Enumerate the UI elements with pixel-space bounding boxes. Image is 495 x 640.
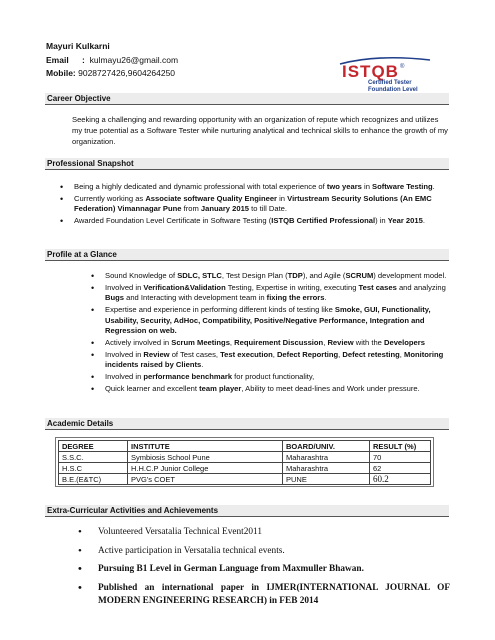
section-career-objective: Career Objective [45,93,449,105]
list-item: • Awarded Foundation Level Certificate in Software Testing (ISTQB Certified Professional) in Year 2015. [60,216,450,226]
col-board: BOARD/UNIV. [283,441,370,452]
list-item: • Active participation in Versatalia technical events. [78,545,450,559]
list-item: • Currently working as Associate software Quality Engineer in Virtustream Security Solutions (An EMC Federation) Vimannagar Pune from January 2015 to till Date. [60,194,450,215]
cell-degree: B.E.(E&TC) [59,474,128,485]
list-item: • Sound Knowledge of SDLC, STLC, Test Design Plan (TDP), and Agile (SCRUM) development model. [91,271,450,281]
mobile-value: 9028727426,9604264250 [78,68,176,78]
cell-institute: H.H.C.P Junior College [128,463,283,474]
extracurricular-list [78,526,450,614]
cell-degree: S.S.C. [59,452,128,463]
cell-degree: H.S.C [59,463,128,474]
list-item: • Involved in performance benchmark for product functionality, [91,372,450,382]
cell-result: 70 [370,452,431,463]
table-row [59,474,431,485]
list-item: • Volunteered Versatalia Technical Event2011 [78,526,450,540]
profile-list [91,271,450,396]
mobile-line [46,68,175,78]
list-item: • Published an international paper in IJMER(INTERNATIONAL JOURNAL OF MODERN ENGINEERING RESEARCH) in FEB 2014 [78,582,450,609]
table-row [59,452,431,463]
logo-text: ISTQB [342,62,399,81]
email-line [46,55,178,65]
col-degree: DEGREE [59,441,128,452]
cell-board: Maharashtra [283,452,370,463]
cell-result: 60.2 [370,474,431,485]
snapshot-list [60,182,450,228]
list-item: • Involved in Verification&Validation Testing, Expertise in writing, executing Test cases and analyzing Bugs and Interacting with development team in fixing the errors. [91,283,450,304]
table-header-row [59,441,431,452]
cell-board: Maharashtra [283,463,370,474]
col-result: RESULT (%) [370,441,431,452]
logo-trademark: ® [400,64,405,70]
mobile-label: Mobile: [46,68,76,78]
academic-table [58,440,431,485]
table-row [59,463,431,474]
email-value: kulmayu26@gmail.com [89,55,179,65]
logo-line2: Foundation Level [368,87,418,93]
list-item: • Quick learner and excellent team player, Ability to meet dead-lines and Work under pressure. [91,384,450,394]
cell-board: PUNE [283,474,370,485]
section-extracurricular: Extra-Curricular Activities and Achievements [45,505,449,517]
logo-line1: Certified Tester [368,80,412,86]
cell-institute: PVG's COET [128,474,283,485]
list-item: • Being a highly dedicated and dynamic professional with total experience of two years in Software Testing. [60,182,450,192]
email-label: Email [46,55,69,65]
list-item: • Involved in Review of Test cases, Test execution, Defect Reporting, Defect retesting, Monitoring incidents raised by Clients. [91,350,450,371]
email-separator: : [82,55,85,65]
list-item: • Expertise and experience in performing different kinds of testing like Smoke, GUI, Functionality, Usability, Security, AdHoc, Compatibility, Positive/Negative Performance, Integration and Regression on web. [91,305,450,336]
list-item: • Actively involved in Scrum Meetings, Requirement Discussion, Review with the Developers [91,338,450,348]
career-objective-text: Seeking a challenging and rewarding opportunity with an organization of repute which recognizes and utilizes my true potential as a Software Tester while nurturing analytical and technical skills to enhance the growth of my organization. [72,115,448,146]
istqb-logo [338,52,438,94]
section-academic: Academic Details [45,418,449,430]
section-profile: Profile at a Glance [45,249,449,261]
candidate-name: Mayuri Kulkarni [46,41,110,51]
cell-institute: Symbiosis School Pune [128,452,283,463]
cell-result: 62 [370,463,431,474]
col-institute: INSTITUTE [128,441,283,452]
list-item: • Pursuing B1 Level in German Language from Maxmuller Bhawan. [78,563,450,577]
section-professional-snapshot: Professional Snapshot [45,158,449,170]
